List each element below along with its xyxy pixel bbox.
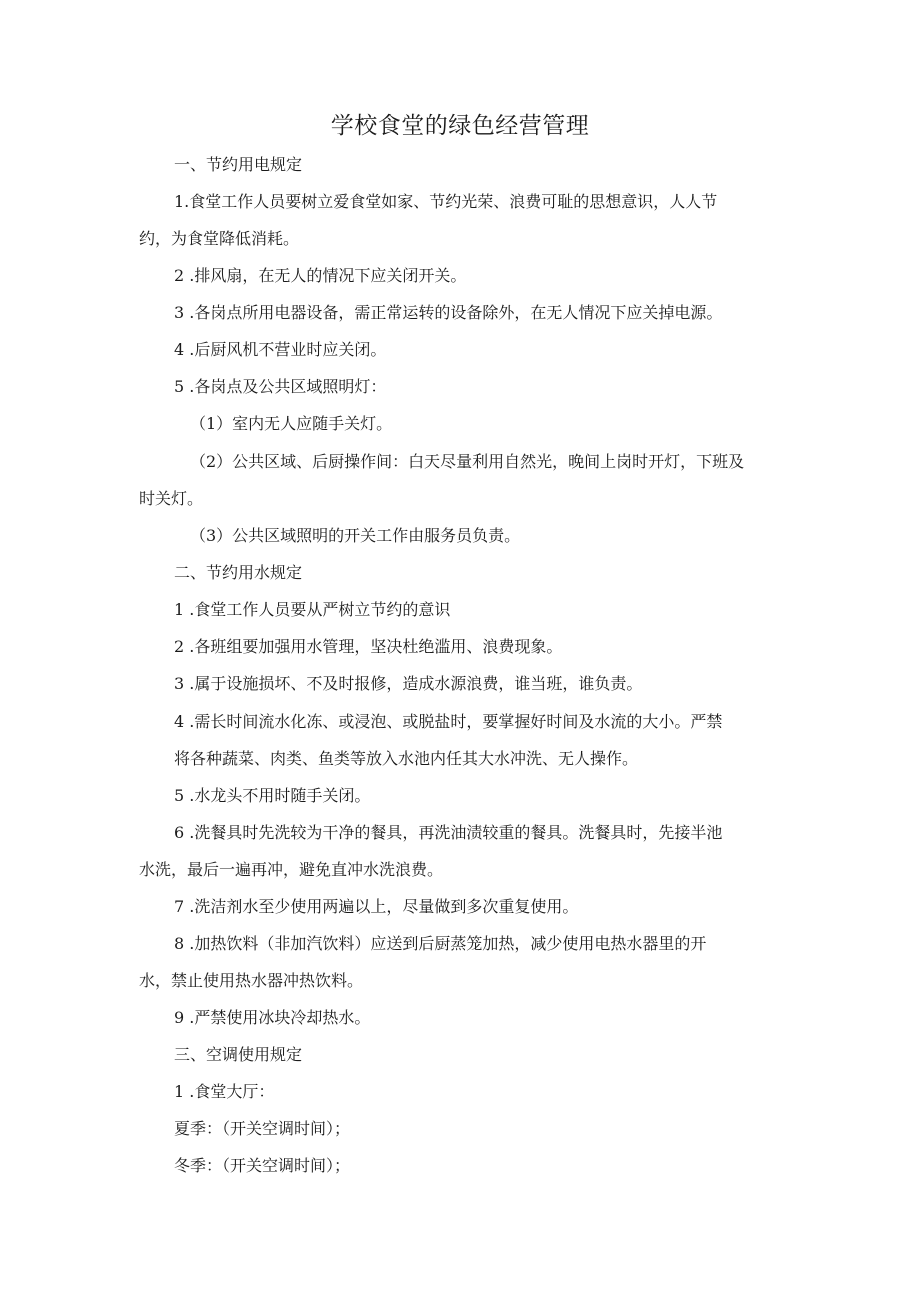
paragraph-line: 3 .各岗点所用电器设备，需正常运转的设备除外，在无人情况下应关掉电源。 <box>174 303 723 322</box>
paragraph-line: 9 .严禁使用冰块冷却热水。 <box>174 1008 371 1027</box>
paragraph-line: 1.食堂工作人员要树立爱食堂如家、节约光荣、浪费可耻的思想意识，人人节 <box>174 192 718 211</box>
paragraph-line: 夏季：（开关空调时间）； <box>174 1119 351 1138</box>
paragraph-line: 冬季：（开关空调时间）； <box>174 1156 351 1175</box>
paragraph-line: （2）公共区域、后厨操作间：白天尽量利用自然光，晚间上岗时开灯，下班及 <box>190 452 745 471</box>
paragraph-line: 将各种蔬菜、肉类、鱼类等放入水池内任其大水冲洗、无人操作。 <box>174 749 639 768</box>
paragraph-line: 水，禁止使用热水器冲热饮料。 <box>139 971 364 990</box>
paragraph-line: 5 .水龙头不用时随手关闭。 <box>174 786 371 805</box>
paragraph-line: （1）室内无人应随手关灯。 <box>190 414 393 433</box>
section-heading-water: 二、节约用水规定 <box>174 563 303 582</box>
paragraph-line: 7 .洗洁剂水至少使用两遍以上，尽量做到多次重复使用。 <box>174 897 579 916</box>
paragraph-line: 2 .排风扇，在无人的情况下应关闭开关。 <box>174 266 467 285</box>
paragraph-line: 8 .加热饮料（非加汽饮料）应送到后厨蒸笼加热，减少使用电热水器里的开 <box>174 934 707 953</box>
document-title: 学校食堂的绿色经营管理 <box>330 113 590 139</box>
paragraph-line: 5 .各岗点及公共区域照明灯： <box>174 377 387 396</box>
paragraph-line: 时关灯。 <box>139 489 204 508</box>
paragraph-line: 4 .需长时间流水化冻、或浸泡、或脱盐时，要掌握好时间及水流的大小。严禁 <box>174 712 723 731</box>
paragraph-line: 4 .后厨风机不营业时应关闭。 <box>174 340 387 359</box>
section-heading-air-conditioning: 三、空调使用规定 <box>174 1045 303 1064</box>
paragraph-line: 3 .属于设施损坏、不及时报修，造成水源浪费，谁当班，谁负责。 <box>174 674 643 693</box>
paragraph-line: 6 .洗餐具时先洗较为干净的餐具，再洗油渍较重的餐具。洗餐具时，先接半池 <box>174 823 723 842</box>
paragraph-line: 水洗，最后一遍再冲，避免直冲水洗浪费。 <box>139 860 444 879</box>
paragraph-line: 2 .各班组要加强用水管理，坚决杜绝滥用、浪费现象。 <box>174 637 563 656</box>
section-heading-electricity: 一、节约用电规定 <box>174 155 303 174</box>
paragraph-line: 约，为食堂降低消耗。 <box>139 229 300 248</box>
paragraph-line: 1 .食堂工作人员要从严树立节约的意识 <box>174 600 451 619</box>
paragraph-line: （3）公共区域照明的开关工作由服务员负责。 <box>190 526 521 545</box>
paragraph-line: 1 .食堂大厅： <box>174 1082 275 1101</box>
